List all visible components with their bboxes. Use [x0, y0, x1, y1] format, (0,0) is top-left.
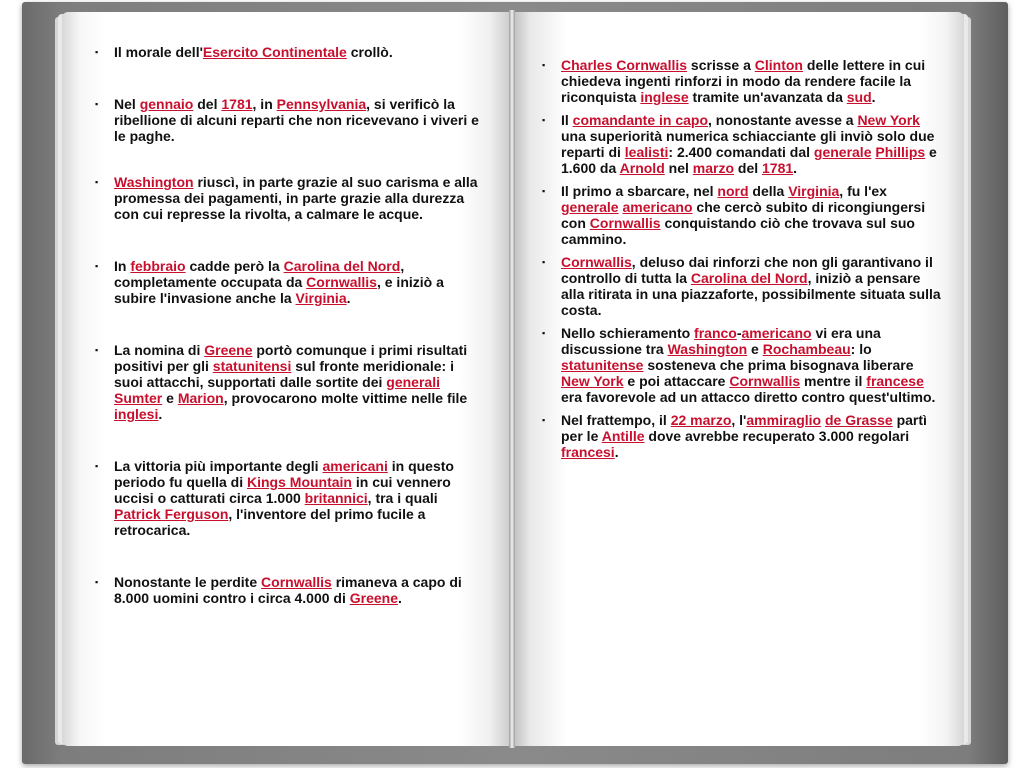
text-link[interactable]: Carolina del Nord	[283, 258, 401, 274]
text-run: conquistando ciò che trovava sul suo cammino.	[561, 215, 915, 247]
text-run: , iniziò a pensare alla ritirata in una piazzaforte, possibilmente situata sulla costa.	[561, 270, 941, 318]
left-page	[62, 12, 512, 746]
bullet-icon: ▪	[542, 328, 546, 338]
bullet-icon: ▪	[95, 345, 99, 355]
text-run: Nel	[114, 96, 140, 112]
text-link[interactable]: Cornwallis	[261, 574, 332, 590]
text-run: .	[793, 160, 798, 176]
text-run: .	[346, 290, 351, 306]
text-link[interactable]: francesi	[561, 444, 615, 460]
bullet-item	[542, 112, 946, 176]
text-run: riuscì, in parte grazie al suo carisma e alla promessa dei pagamenti, in parte grazie alla durezza con cui represse la rivolta, a calmare le acque.	[114, 174, 478, 222]
book-spine	[509, 10, 515, 748]
bullet-item	[542, 325, 946, 405]
text-link[interactable]: americani	[322, 458, 388, 474]
text-run: La nomina di	[114, 342, 205, 358]
text-run: in questo periodo fu quella di	[114, 458, 454, 490]
text-run: sosteneva che prima bisognava liberare	[643, 357, 914, 373]
text-link[interactable]: Cornwallis	[729, 373, 801, 389]
text-link[interactable]: Washington	[667, 341, 748, 357]
bullet-item	[542, 57, 946, 105]
text-run: Il primo a sbarcare, nel	[561, 183, 718, 199]
text-run: -	[736, 325, 742, 341]
text-run: , nonostante avesse a	[708, 112, 858, 128]
text-link[interactable]: lealisti	[624, 144, 669, 160]
text-link[interactable]: New York	[561, 373, 624, 389]
text-run: della	[748, 183, 789, 199]
text-link[interactable]: 22 marzo	[670, 412, 732, 428]
text-run: e	[162, 390, 178, 406]
text-link[interactable]: sud	[846, 89, 872, 105]
text-run: cadde però la	[185, 258, 284, 274]
bullet-item	[95, 96, 486, 144]
bullet-item	[542, 254, 946, 318]
text-link[interactable]: generale	[561, 199, 619, 215]
text-run: Nonostante le perdite	[114, 574, 262, 590]
text-link[interactable]: febbraio	[130, 258, 186, 274]
text-link[interactable]: Virginia	[295, 290, 347, 306]
text-run: Il morale dell'	[114, 44, 203, 60]
text-link[interactable]: Greene	[349, 590, 399, 606]
text-link[interactable]: Cornwallis	[589, 215, 661, 231]
bullet-icon: ▪	[542, 115, 546, 125]
text-run: e	[747, 341, 763, 357]
text-link[interactable]: generali	[386, 374, 440, 390]
text-link[interactable]: Charles Cornwallis	[561, 57, 688, 73]
text-link[interactable]: 1781	[762, 160, 794, 176]
text-link[interactable]: comandante in capo	[572, 112, 709, 128]
text-link[interactable]: de Grasse	[824, 412, 893, 428]
text-link[interactable]: Virginia	[788, 183, 840, 199]
text-link[interactable]: Pennsylvania	[276, 96, 367, 112]
text-link[interactable]: Phillips	[875, 144, 926, 160]
text-link[interactable]: marzo	[692, 160, 734, 176]
text-link[interactable]: nord	[717, 183, 749, 199]
text-run: : 2.400 comandati dal	[668, 144, 814, 160]
bullet-item	[95, 342, 486, 422]
text-run: , in	[252, 96, 277, 112]
text-run: .	[871, 89, 876, 105]
text-run: e 1.600 da	[561, 144, 937, 176]
bullet-item	[95, 44, 486, 60]
text-link[interactable]: Sumter	[114, 390, 163, 406]
text-run: Nel frattempo, il	[561, 412, 671, 428]
text-run: partì per le	[561, 412, 927, 444]
text-link[interactable]: inglese	[640, 89, 689, 105]
right-page	[512, 12, 964, 746]
text-link[interactable]: 1781	[221, 96, 253, 112]
text-run: : lo	[850, 341, 872, 357]
text-run: Nello schieramento	[561, 325, 695, 341]
bullet-icon: ▪	[542, 415, 546, 425]
text-run: crollò.	[346, 44, 393, 60]
text-link[interactable]: inglesi	[114, 406, 159, 422]
text-link[interactable]: statunitensi	[212, 358, 292, 374]
text-run: La vittoria più importante degli	[114, 458, 323, 474]
text-run: del	[734, 160, 763, 176]
text-link[interactable]: Patrick Ferguson	[114, 506, 229, 522]
text-link[interactable]: americano	[741, 325, 812, 341]
text-link[interactable]: Antille	[601, 428, 645, 444]
text-run: , si verificò la ribellione di alcuni reparti che non ricevevano i viveri e le paghe.	[114, 96, 479, 144]
bullet-item	[95, 258, 486, 306]
bullet-item	[542, 412, 946, 460]
text-link[interactable]: ammiraglio	[746, 412, 822, 428]
text-run: , tra i quali	[367, 490, 438, 506]
text-run: una superiorità numerica schiacciante gli inviò solo due reparti di	[561, 128, 935, 160]
text-link[interactable]: Arnold	[619, 160, 665, 176]
text-link[interactable]: New York	[857, 112, 920, 128]
bullet-item	[95, 174, 486, 222]
bullet-icon: ▪	[95, 99, 99, 109]
text-run: , deluso dai rinforzi che non gli garantivano il controllo di tutta la	[561, 254, 933, 286]
text-run: scrisse a	[687, 57, 755, 73]
bullet-item	[542, 183, 946, 247]
text-link[interactable]: Cornwallis	[561, 254, 632, 270]
text-link[interactable]: Carolina del Nord	[690, 270, 808, 286]
text-link[interactable]: gennaio	[139, 96, 194, 112]
bullet-item	[95, 458, 486, 538]
text-link[interactable]: Cornwallis	[306, 274, 377, 290]
text-run: rimaneva a capo di 8.000 uomini contro i circa 4.000 di	[114, 574, 462, 606]
text-run: portò comunque i primi risultati positivi per gli	[114, 342, 468, 374]
text-link[interactable]: americano	[622, 199, 693, 215]
text-run: vi era una discussione tra	[561, 325, 881, 357]
bullet-icon: ▪	[95, 261, 99, 271]
text-run: , completamente occupata da	[114, 258, 405, 290]
bullet-icon: ▪	[542, 60, 546, 70]
text-link[interactable]: Esercito Continentale	[202, 44, 347, 60]
bullet-item	[95, 574, 486, 606]
bullet-icon: ▪	[542, 186, 546, 196]
text-run: mentre il	[800, 373, 867, 389]
text-run: Il	[561, 112, 573, 128]
text-run: , provocarono molte vittime nelle file	[223, 390, 468, 406]
text-run: , e iniziò a subire l'invasione anche la	[114, 274, 444, 306]
text-run: .	[614, 444, 619, 460]
bullet-icon: ▪	[542, 257, 546, 267]
text-run: .	[398, 590, 402, 606]
right-bullet-list	[542, 57, 946, 467]
text-link[interactable]: franco	[694, 325, 737, 341]
text-run: che cercò subito di ricongiungersi con	[561, 199, 926, 231]
text-run: del	[193, 96, 222, 112]
text-link[interactable]: Washington	[114, 174, 194, 190]
text-run: , l'	[731, 412, 747, 428]
text-run: dove avrebbe recuperato 3.000 regolari	[644, 428, 910, 444]
text-link[interactable]: Kings Mountain	[247, 474, 352, 490]
text-run: delle lettere in cui chiedeva ingenti rinforzi in modo da rendere facile la riconquista	[561, 57, 926, 105]
text-link[interactable]: Clinton	[754, 57, 803, 73]
left-bullet-list	[95, 44, 486, 642]
text-run: sul fronte meridionale: i suoi attacchi, supportati dalle sortite dei	[114, 358, 454, 390]
text-link[interactable]: generale	[813, 144, 872, 160]
text-run: , fu l'ex	[839, 183, 887, 199]
bullet-icon: ▪	[95, 577, 99, 587]
text-run: e poi attaccare	[623, 373, 730, 389]
text-link[interactable]: Marion	[177, 390, 224, 406]
text-link[interactable]: Greene	[204, 342, 253, 358]
bullet-icon: ▪	[95, 177, 99, 187]
text-link[interactable]: statunitense	[561, 357, 644, 373]
text-link[interactable]: britannici	[304, 490, 368, 506]
text-run: , l'inventore del primo fucile a retrocarica.	[114, 506, 426, 538]
text-run: In	[114, 258, 131, 274]
text-run: nel	[664, 160, 693, 176]
bullet-icon: ▪	[95, 461, 99, 471]
text-link[interactable]: francese	[866, 373, 924, 389]
text-run: in cui vennero uccisi o catturati circa 1.000	[114, 474, 451, 506]
text-run: era favorevole ad un attacco diretto contro quest'ultimo.	[561, 389, 936, 405]
text-run: tramite un'avanzata da	[688, 89, 847, 105]
text-run: .	[158, 406, 163, 422]
bullet-icon: ▪	[95, 47, 99, 57]
text-link[interactable]: Rochambeau	[762, 341, 851, 357]
